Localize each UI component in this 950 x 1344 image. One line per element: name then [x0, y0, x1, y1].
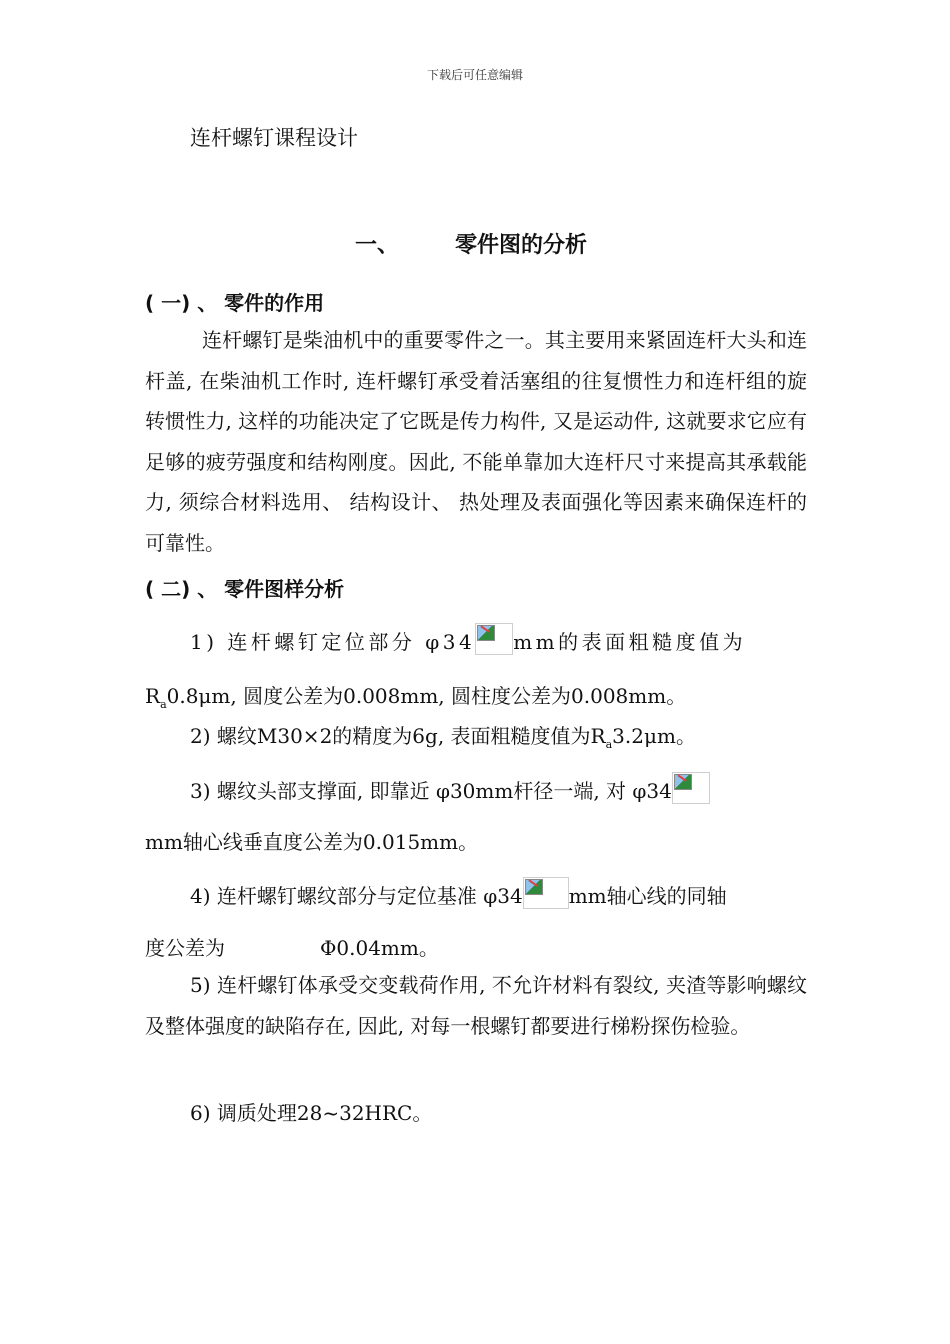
- item-6: 6) 调质处理28~32HRC。: [190, 1101, 433, 1125]
- tolerance-image-placeholder-icon: [475, 623, 513, 655]
- item-4-text-c2: Φ0.04mm。: [320, 936, 439, 960]
- chapter-title: 零件图的分析: [455, 233, 588, 258]
- item-1-text-a: 1) 连杆螺钉定位部分 φ34: [190, 630, 476, 654]
- item-4-text-a: 4) 连杆螺钉螺纹部分与定位基准 φ34: [190, 884, 523, 908]
- item-3-text-a: 3) 螺纹头部支撑面, 即靠近 φ30mm杆径一端, 对 φ34: [190, 779, 672, 803]
- section-heading-1: ( 一) 、 零件的作用: [145, 291, 325, 315]
- item-4-text-c1: 度公差为: [145, 936, 225, 960]
- item-1-line-2: [145, 680, 686, 711]
- item-4-line-1: [145, 877, 727, 909]
- item-4-text-b: mm轴心线的同轴: [568, 884, 727, 908]
- item-3-line-2: mm轴心线垂直度公差为0.015mm。: [145, 830, 479, 854]
- chapter-number: 一、: [355, 233, 400, 258]
- item-2-text-b: 3.2μm。: [612, 724, 696, 748]
- item-1-text-b: mm的表面粗糙度值为: [513, 630, 747, 654]
- item-1-text-c: 0.8μm, 圆度公差为0.008mm, 圆柱度公差为0.008mm。: [166, 684, 687, 708]
- section1-paragraph: 连杆螺钉是柴油机中的重要零件之一。其主要用来紧固连杆大头和连杆盖, 在柴油机工作时, 连杆螺钉承受着活塞组的往复惯性力和连杆组的旋转惯性力, 这样的功能决定了它既是传力构件, 又是运动件, 这就要求它应有足够的疲劳强度和结构刚度。因此, 不能单靠加大连杆尺寸来提高其承载能力, 须综合材料选用、 结构设计、 热处理及表面强化等因素来确保连杆的可靠性。: [145, 328, 807, 555]
- chapter-heading: [355, 228, 587, 259]
- item-2: [145, 720, 696, 751]
- tolerance-image-placeholder-icon: [523, 877, 569, 909]
- item-1-line-1: [145, 623, 746, 655]
- section-heading-2: ( 二) 、 零件图样分析: [145, 577, 345, 601]
- header-note: 下载后可任意编辑: [426, 68, 523, 82]
- item-4-line-2: [145, 932, 439, 961]
- item-3-line-1: [145, 772, 710, 804]
- tolerance-image-placeholder-icon: [672, 772, 710, 804]
- item-2-subscript: a: [605, 738, 613, 751]
- roughness-subscript: a: [160, 698, 167, 711]
- item-2-text-a: 2) 螺纹M30×2的精度为6g, 表面粗糙度值为R: [190, 724, 606, 748]
- roughness-symbol: R: [145, 684, 161, 708]
- document-title: 连杆螺钉课程设计: [190, 126, 358, 150]
- item-5: 5) 连杆螺钉体承受交变载荷作用, 不允许材料有裂纹, 夹渣等影响螺纹及整体强度的缺陷存在, 因此, 对每一根螺钉都要进行梯粉探伤检验。: [145, 973, 807, 1038]
